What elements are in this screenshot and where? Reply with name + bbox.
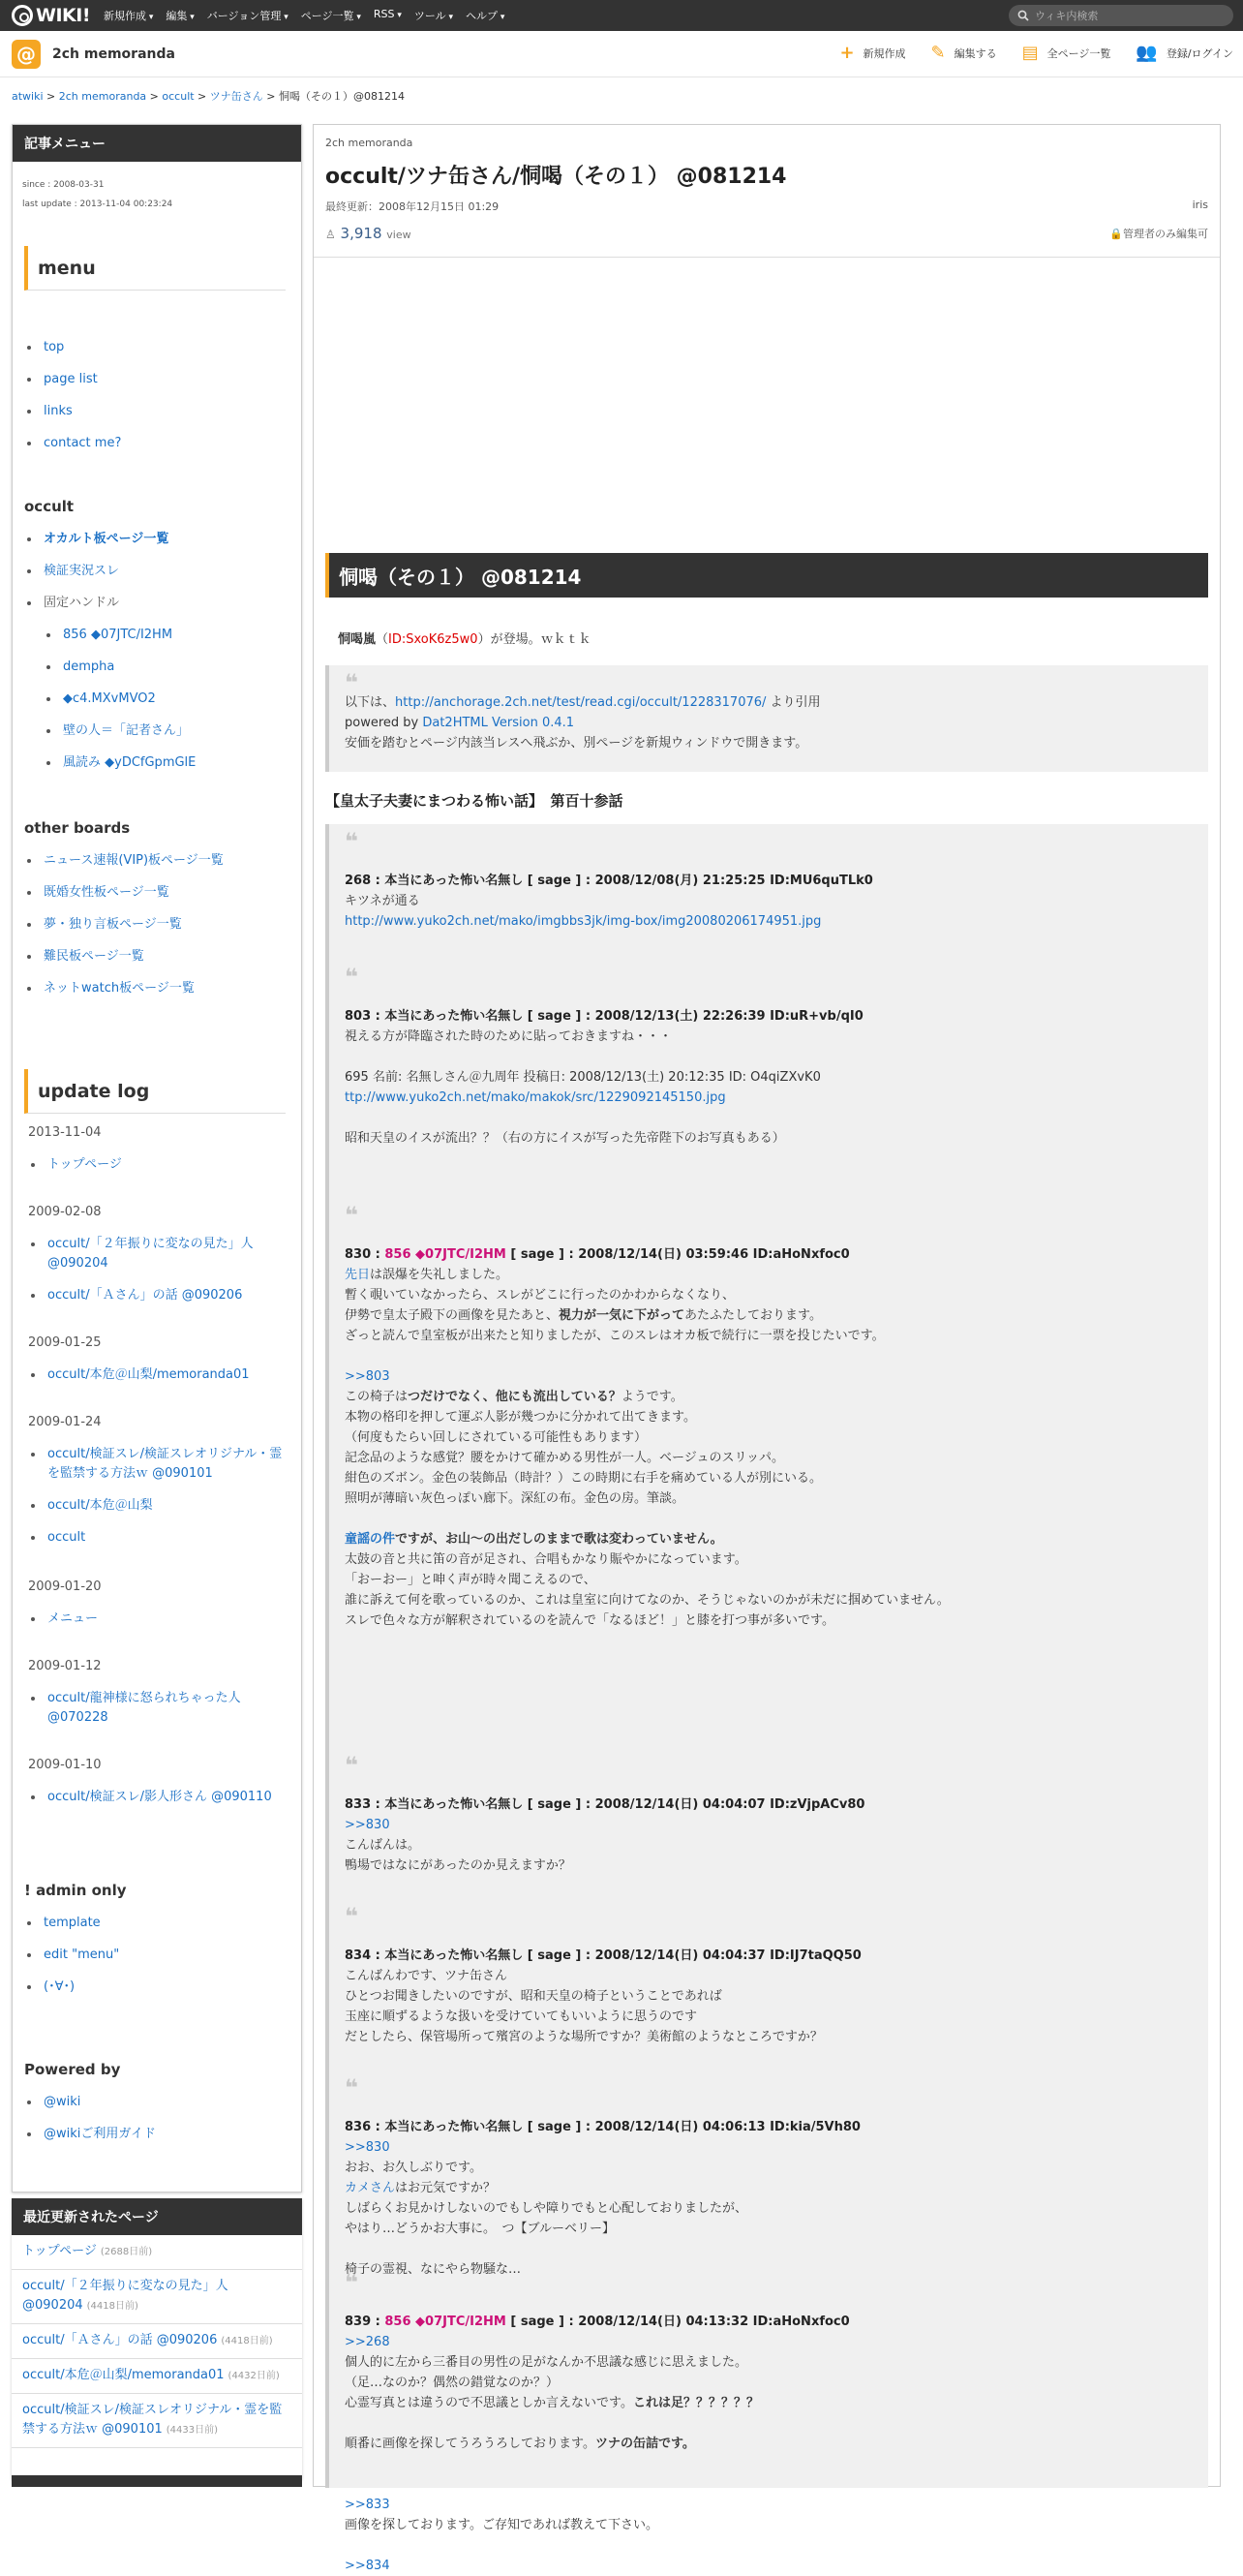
reply-link[interactable]: >>268 <box>345 2335 390 2349</box>
list-item <box>24 979 224 1011</box>
update-link[interactable]: occult/「２年振りに変なの見た」人 @090204 <box>47 1237 254 1271</box>
quote-icon: ❝ <box>345 1752 359 1779</box>
update-date: 2009-01-24 <box>28 1415 102 1429</box>
image-link[interactable]: ttp://www.yuko2ch.net/mako/makok/src/1229092145150.jpg <box>345 1090 726 1105</box>
update-link[interactable]: occult/「Ａさん」の話 @090206 <box>47 1288 243 1303</box>
list-item <box>24 594 196 626</box>
sidebar-header: 記事メニュー <box>13 125 301 162</box>
post-834: 834 : 本当にあった怖い名無し [ sage ] : 2008/12/14(日) 04:04:37 ID:IJ7taQQ50 こんばんわです、ツナ缶さん ひとつお聞きしたいのですが、昭和天皇の椅子ということであれば 玉座に順ずるような扱いを受けていてもいいように思うのです だとしたら、保管場所って殯宮のような場所ですか？美術館のようなところですか？ <box>345 1948 862 2044</box>
other-boards-heading: other boards <box>24 819 131 837</box>
menu-rss[interactable]: RSS ▾ <box>374 8 402 23</box>
list-item <box>24 947 224 979</box>
sidebar <box>12 124 302 2193</box>
quote-icon: ❝ <box>345 1202 359 1229</box>
last-update: last update : 2013-11-04 00:23:24 <box>22 199 173 209</box>
recent-pages-panel <box>12 2198 302 2479</box>
post-268: 268 : 本当にあった怖い名無し [ sage ] : 2008/12/08(月) 21:25:25 ID:MU6quTLk0 キツネが通る http://www.yuko2ch.net/mako/imgbbs3jk/img-box/img20080206174951.jpg <box>345 874 873 929</box>
list-item <box>24 721 196 753</box>
reply-link[interactable]: >>833 <box>345 2498 390 2512</box>
handle-link[interactable]: 856 ◆07JTC/I2HM <box>63 628 173 642</box>
menu-list <box>24 338 121 466</box>
list-item <box>28 1445 289 1484</box>
breadcrumb-current: 恫喝（その１）@081214 <box>279 90 405 103</box>
menu-link-contact[interactable]: contact me? <box>44 436 122 450</box>
new-page-button[interactable]: + 新規作成 <box>839 43 906 63</box>
story-heading: 【皇太子夫妻にまつわる怖い話】 第百十参話 <box>325 792 623 810</box>
reply-link[interactable]: >>834 <box>345 2559 390 2573</box>
breadcrumb-site[interactable]: 2ch memoranda <box>58 90 147 103</box>
list-item <box>24 2093 156 2125</box>
view-count: ♙ 3,918 view <box>325 225 411 242</box>
post-link[interactable]: カメさん <box>345 2181 396 2195</box>
powered-list <box>24 2093 156 2157</box>
global-header <box>0 0 1243 31</box>
reply-link[interactable]: >>830 <box>345 1818 390 1832</box>
recent-age: (4433日前) <box>166 2425 219 2436</box>
update-date: 2009-01-12 <box>28 1659 102 1673</box>
list-item <box>28 1286 289 1305</box>
menu-pages[interactable]: ページ一覧 ▾ <box>301 8 361 23</box>
quote-icon: ❝ <box>345 1903 359 1930</box>
post-link[interactable]: 先日 <box>345 1268 371 1282</box>
edit-menu-link[interactable]: edit "menu" <box>44 1947 120 1962</box>
handles-label: 固定ハンドル <box>44 596 120 610</box>
reply-link[interactable]: >>803 <box>345 1369 390 1384</box>
update-date: 2009-01-20 <box>28 1579 102 1594</box>
recent-header: 最近更新されたページ <box>12 2198 302 2235</box>
list-item <box>24 530 196 562</box>
menu-version[interactable]: バージョン管理 ▾ <box>207 8 288 23</box>
list-item <box>24 658 196 690</box>
all-pages-button[interactable]: ▤ 全ページ一覧 <box>1021 43 1111 63</box>
lock-status: 🔒管理者のみ編集可 <box>1109 228 1208 240</box>
source-url-link[interactable]: http://anchorage.2ch.net/test/read.cgi/occult/1228317076/ <box>395 695 767 710</box>
search-icon <box>1017 10 1029 21</box>
list-item <box>24 626 196 658</box>
pencil-icon: ✎ <box>930 43 946 63</box>
update-date: 2009-01-10 <box>28 1758 102 1772</box>
at-icon <box>12 5 33 26</box>
menu-link-pagelist[interactable]: page list <box>44 372 98 386</box>
admin-heading: ! admin only <box>24 1882 127 1899</box>
list-item <box>12 2359 302 2394</box>
edit-button[interactable]: ✎ 編集する <box>930 43 997 63</box>
face-link[interactable]: (･∀･) <box>44 1979 76 1994</box>
list-item <box>12 2394 302 2448</box>
recent-age: (4432日前) <box>227 2371 280 2381</box>
list-item <box>12 2235 302 2270</box>
breadcrumb-occult[interactable]: occult <box>162 90 195 103</box>
menu-help[interactable]: ヘルプ ▾ <box>466 8 504 23</box>
update-date: 2009-02-08 <box>28 1205 102 1219</box>
post-803: 803 : 本当にあった怖い名無し [ sage ] : 2008/12/13(土) 22:26:39 ID:uR+vb/qI0 視える方が降臨された時のために貼っておきますね・・・ 695 名前: 名無しさん＠九周年 投稿日: 2008/12/13(土) 20:12:35 ID: O4qiZXvK0 ttp://www.yuko2ch.net/mako/makok/src/1229092145150.jpg 昭和天皇のイスが流出？？（右の方にイスが写った先帝陛下のお写真もある） <box>345 1009 864 1146</box>
list-item <box>24 562 196 594</box>
update-link[interactable]: occult/検証スレ/検証スレオリジナル・霊を監禁する方法ｗ @090101 <box>47 1447 283 1481</box>
image-link[interactable]: http://www.yuko2ch.net/mako/imgbbs3jk/img-box/img20080206174951.jpg <box>345 914 822 929</box>
verification-thread-link[interactable]: 検証実況スレ <box>44 564 120 578</box>
breadcrumb-tunakan[interactable]: ツナ缶さん <box>209 90 263 103</box>
other-boards-list <box>24 851 224 1011</box>
list-item <box>24 2125 156 2157</box>
section-heading: 恫喝（その１） @081214 <box>325 553 1208 598</box>
atwiki-link[interactable]: @wiki <box>44 2095 81 2109</box>
list-item <box>28 1689 289 1728</box>
since-date: since : 2008-03-31 <box>22 180 105 190</box>
site-name[interactable]: 2ch memoranda <box>52 46 175 62</box>
user-add-icon: 👥 <box>1136 43 1158 63</box>
plus-icon: + <box>839 43 855 63</box>
dat2html-link[interactable]: Dat2HTML Version 0.4.1 <box>422 716 575 730</box>
admin-list <box>24 1914 119 2009</box>
menu-link-links[interactable]: links <box>44 404 73 418</box>
menu-title: menu <box>24 246 286 291</box>
post-link[interactable]: 童謡の件 <box>345 1532 396 1547</box>
quote-icon: ❝ <box>345 828 359 855</box>
quote-icon: ❝ <box>345 964 359 991</box>
handle-link[interactable]: dempha <box>63 659 115 674</box>
list-item <box>28 1365 289 1385</box>
recent-age: (4418日前) <box>86 2301 138 2312</box>
post-836: 836 : 本当にあった怖い名無し [ sage ] : 2008/12/14(日) 04:06:13 ID:kia/5Vh80 >>830 おお、お久しぶりです。 カメさんはお元気ですか？ しばらくお見かけしないのでもしや障りでもと心配しておりましたが、 やはり…どうかお大事に。 つ【ブルーベリー】 椅子の霊視、なにやら物騒な… <box>345 2120 861 2277</box>
list-item <box>24 883 224 915</box>
board-link[interactable]: 既婚女性板ページ一覧 <box>44 885 169 900</box>
menu-tools[interactable]: ツール ▾ <box>414 8 453 23</box>
list-item <box>24 753 196 785</box>
lock-icon: 🔒 <box>1109 228 1123 240</box>
next-panel-header <box>12 2475 302 2487</box>
list-item <box>24 1914 119 1946</box>
board-link[interactable]: 難民板ページ一覧 <box>44 949 144 964</box>
menu-link-top[interactable]: top <box>44 340 65 354</box>
divider <box>314 257 1220 258</box>
atwiki-logo[interactable]: WIKI! <box>12 5 90 26</box>
login-button[interactable]: 👥 登録/ログイン <box>1136 43 1233 63</box>
occult-heading: occult <box>24 498 75 515</box>
site-logo-icon[interactable]: @ <box>12 40 41 69</box>
wiki-search <box>1009 5 1233 26</box>
trip-name: 856 ◆07JTC/I2HM <box>384 1247 506 1262</box>
recent-link[interactable]: トップページ <box>22 2244 97 2258</box>
list-item <box>28 1788 289 1807</box>
powered-heading: Powered by <box>24 2061 121 2078</box>
post-839: 839 : 856 ◆07JTC/I2HM [ sage ] : 2008/12/14(日) 04:13:32 ID:aHoNxfoc0 >>268 個人的に左から三番目の男性の足がなんか不思議な感じに思えました。 （足…なのか？偶然の錯覚なのか？） 心霊写真とは違うので不思議としか言えないです。これは足？？？？？？ 順番に画像を探してうろうろしております。ツナの缶詰です。 >>833 画像を探しております。ご存知であれば教えて下さい。 >>834 <box>345 2315 850 2573</box>
author-link[interactable]: iris <box>1192 199 1208 211</box>
update-link[interactable]: occult/本危＠山梨/memoranda01 <box>47 1367 250 1382</box>
update-date: 2009-01-25 <box>28 1335 102 1350</box>
post-833: 833 : 本当にあった怖い名無し [ sage ] : 2008/12/14(日) 04:04:07 ID:zVjpACv80 >>830 こんばんは。 鴨場ではなにがあったのか見えますか？ <box>345 1797 865 1873</box>
search-input[interactable] <box>1035 10 1219 22</box>
recent-age: (2688日前) <box>100 2247 153 2257</box>
list-item <box>24 851 224 883</box>
update-log-title: update log <box>24 1069 286 1114</box>
site-header <box>0 31 1243 77</box>
list-item <box>24 690 196 721</box>
recent-link[interactable]: occult/検証スレ/検証スレオリジナル・霊を監禁する方法ｗ @090101 <box>22 2403 283 2437</box>
handle-link[interactable]: 風読み ◆yDCfGpmGlE <box>63 755 197 770</box>
list-item <box>24 370 121 402</box>
main-site-name: 2ch memoranda <box>325 137 413 149</box>
update-link[interactable]: メニュー <box>47 1611 99 1626</box>
main-content <box>313 124 1221 2573</box>
list-item <box>28 1155 289 1175</box>
update-link[interactable]: occult/検証スレ/影人形さん @090110 <box>47 1790 272 1804</box>
list-item <box>28 1496 289 1516</box>
global-menu <box>104 8 517 23</box>
list-item <box>28 1610 289 1629</box>
last-modified: 最終更新：2008年12月15日 01:29 <box>325 200 500 213</box>
recent-link[interactable]: occult/本危＠山梨/memoranda01 <box>22 2368 225 2382</box>
update-link[interactable]: occult <box>47 1530 86 1545</box>
board-link[interactable]: 夢・独り言板ページ一覧 <box>44 917 182 932</box>
menu-edit[interactable]: 編集 ▾ <box>166 8 194 23</box>
reply-link[interactable]: >>830 <box>345 2140 390 2155</box>
list-item <box>24 338 121 370</box>
board-link[interactable]: ニュース速報(VIP)板ページ一覧 <box>44 853 224 868</box>
menu-new[interactable]: 新規作成 ▾ <box>104 8 153 23</box>
occult-list <box>24 530 196 785</box>
recent-age: (4418日前) <box>221 2336 273 2346</box>
board-link[interactable]: ネットwatch板ページ一覧 <box>44 981 195 996</box>
list-item <box>24 915 224 947</box>
template-link[interactable]: template <box>44 1916 101 1930</box>
page-title: occult/ツナ缶さん/恫喝（その１） @081214 <box>325 165 787 189</box>
posts-container <box>325 824 1208 2573</box>
trip-name: 856 ◆07JTC/I2HM <box>384 2315 506 2329</box>
list-item <box>12 2270 302 2324</box>
list-item <box>28 1235 289 1273</box>
quote-icon: ❝ <box>345 2074 359 2101</box>
document-icon: ▤ <box>1021 43 1039 63</box>
atwiki-guide-link[interactable]: @wikiご利用ガイド <box>44 2127 156 2141</box>
handle-link[interactable]: 壁の人＝「記者さん」 <box>63 723 190 738</box>
handle-link[interactable]: ◆c4.MXvMVO2 <box>63 691 156 706</box>
list-item <box>24 402 121 434</box>
post-830: 830 : 856 ◆07JTC/I2HM [ sage ] : 2008/12/14(日) 03:59:46 ID:aHoNxfoc0 先日は誤爆を失礼しました。 暫く覗いていなかったら、スレがどこに行ったのかわからなくなり、 伊勢で皇太子殿下の画像を見たあと、視力が一気に下がってあたふたしております。 ざっと読んで皇室板が出来たと知りましたが、このスレはオカ板で続行に一票を投じたいです。 >>803 この椅子はつだけでなく、他にも流出している？ようです。 本物の格印を押して運ぶ人影が幾つかに分かれて出てきます。 （何度もたらい回しにされている可能性もあります） 記念品のような感覚？腰をかけて確かめる男性が一人。ベージュのスリッパ。 紺色のズボン。金色の装飾品（時計？）この時期に右手を痛めている人が別にいる。 照明が薄暗い灰色っぽい廊下。深紅の布。金色の房。筆談。 童謡の件ですが、お山〜の出だしのままで歌は変わっていません。 太鼓の音と共に笛の音が足され、合唱もかなり賑やかになっています。 「おーおー」と呻く声が時々聞こえるので、 誰に訴えて何を歌っているのか、これは皇室に向けてなのか、そうじゃないのかが未だに掴めていません。 スレで色々な方が解釈されているのを読んで「なるほど！」と膝を打つ事が多いです。 <box>345 1247 950 1628</box>
update-link[interactable]: occult/龍神様に怒られちゃった人 @070228 <box>47 1691 241 1725</box>
breadcrumb: atwiki > 2ch memoranda > occult > ツナ缶さん > 恫喝（その１）@081214 <box>12 90 405 103</box>
source-quote: ❝ 以下は、http://anchorage.2ch.net/test/read.cgi/occult/1228317076/ より引用 powered by Dat2HTML Version 0.4.1 安価を踏むとページ内該当レスへ飛ぶか、別ページを新規ウィンドウで開きます。 <box>325 665 1208 772</box>
occult-page-list-link[interactable]: オカルト板ページ一覧 <box>44 532 169 546</box>
intro-line: 恫喝嵐（ID:SxoK6z5w0）が登場。ｗｋｔｋ <box>338 632 591 647</box>
list-item <box>24 1978 119 2009</box>
quote-icon: ❝ <box>345 2269 359 2296</box>
update-date: 2013-11-04 <box>28 1125 102 1140</box>
view-icon: ♙ <box>325 228 336 241</box>
list-item <box>24 1946 119 1978</box>
update-link[interactable]: トップページ <box>47 1157 122 1172</box>
list-item <box>24 434 121 466</box>
quote-icon: ❝ <box>345 669 359 696</box>
recent-link[interactable]: occult/「Ａさん」の話 @090206 <box>22 2333 218 2347</box>
update-link[interactable]: occult/本危＠山梨 <box>47 1498 153 1513</box>
breadcrumb-atwiki[interactable]: atwiki <box>12 90 44 103</box>
list-item <box>12 2324 302 2359</box>
recent-link[interactable]: occult/「２年振りに変なの見た」人 @090204 <box>22 2279 228 2313</box>
list-item <box>28 1528 289 1548</box>
intro-id: ID:SxoK6z5w0 <box>388 632 478 647</box>
